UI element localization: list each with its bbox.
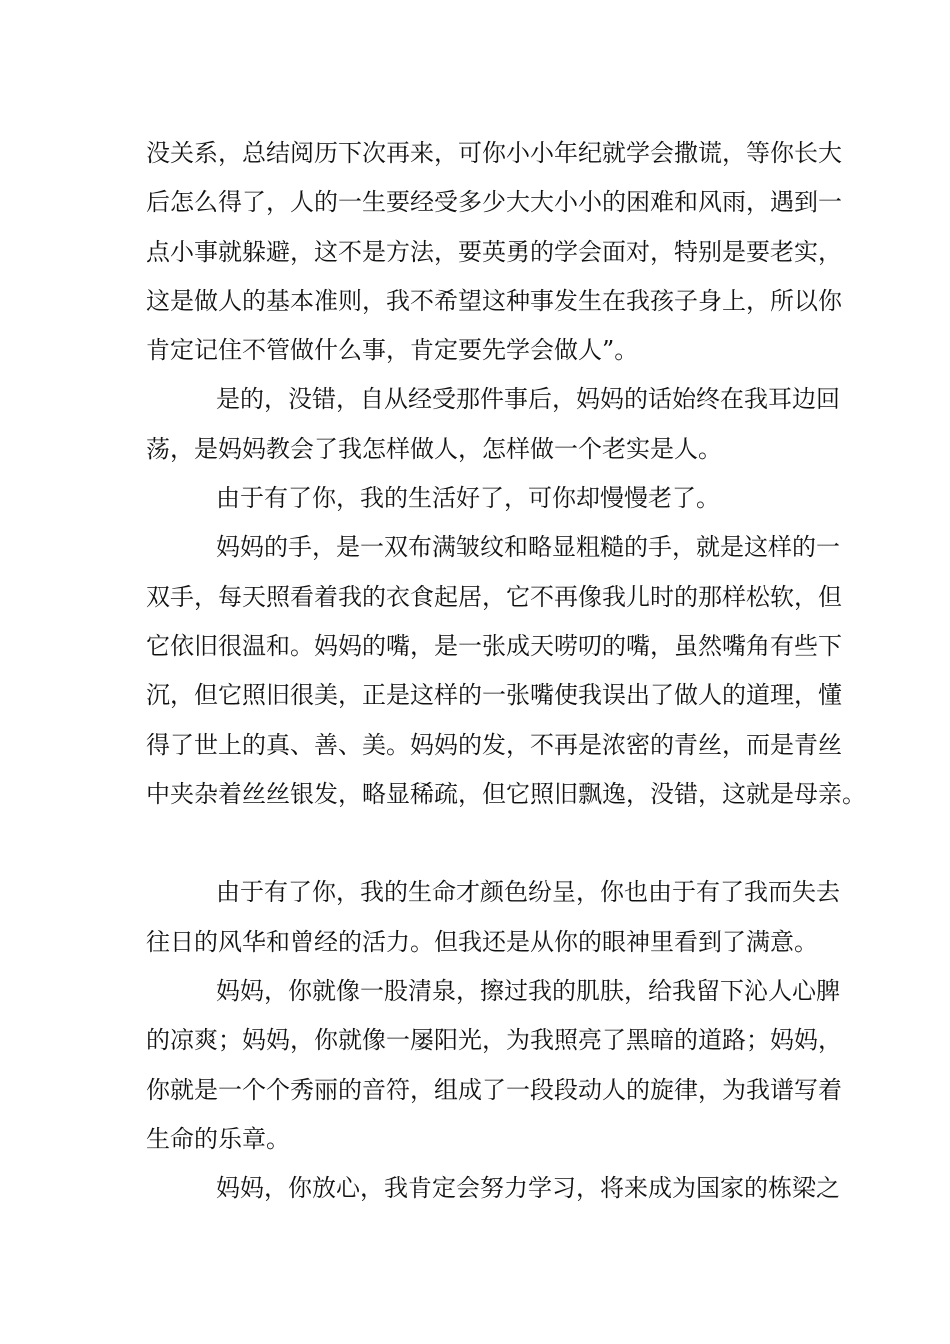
text-line: 点小事就躲避，这不是方法，要英勇的学会面对，特别是要老实， — [146, 237, 842, 266]
text-line: 往日的风华和曾经的活力。但我还是从你的眼神里看到了满意。 — [146, 927, 818, 956]
paragraph-first-line: 妈妈的手，是一双布满皱纹和略显粗糙的手，就是这样的一 — [216, 533, 840, 562]
text-line: 双手，每天照看着我的衣食起居，它不再像我儿时的那样松软，但 — [146, 582, 842, 611]
text-line: 荡，是妈妈教会了我怎样做人，怎样做一个老实是人。 — [146, 434, 722, 463]
text-line: 生命的乐章。 — [146, 1124, 290, 1153]
blank-line — [146, 819, 818, 868]
paragraph-first-line: 由于有了你，我的生命才颜色纷呈，你也由于有了我而失去 — [216, 878, 840, 907]
document-body — [146, 129, 866, 1214]
paragraph-first-line: 妈妈，你就像一股清泉，擦过我的肌肤，给我留下沁人心脾 — [216, 977, 840, 1006]
text-line: 没关系，总结阅历下次再来，可你小小年纪就学会撒谎，等你长大 — [146, 139, 842, 167]
text-line: 的凉爽；妈妈，你就像一屡阳光，为我照亮了黑暗的道路；妈妈， — [146, 1026, 842, 1055]
text-line: 这是做人的基本准则，我不希望这种事发生在我孩子身上，所以你 — [146, 286, 842, 315]
paragraph-first-line: 由于有了你，我的生活好了，可你却慢慢老了。 — [216, 484, 720, 513]
text-line: 沉，但它照旧很美，正是这样的一张嘴使我误出了做人的道理，懂 — [146, 681, 842, 710]
text-line: 你就是一个个秀丽的音符，组成了一段段动人的旋律，为我谱写着 — [146, 1075, 842, 1104]
text-line: 它依旧很温和。妈妈的嘴，是一张成天唠叨的嘴，虽然嘴角有些下 — [146, 631, 842, 660]
paragraph-first-line: 是的，没错，自从经受那件事后，妈妈的话始终在我耳边回 — [216, 385, 840, 414]
text-line: 中夹杂着丝丝银发，略显稀疏，但它照旧飘逸，没错，这就是母亲。 — [146, 779, 866, 808]
text-line: 得了世上的真、善、美。妈妈的发，不再是浓密的青丝，而是青丝 — [146, 730, 842, 759]
text-line: 后怎么得了，人的一生要经受多少大大小小的困难和风雨，遇到一 — [146, 188, 842, 217]
paragraph-first-line: 妈妈，你放心，我肯定会努力学习，将来成为国家的栋梁之 — [216, 1174, 840, 1203]
text-line: 肯定记住不管做什么事，肯定要先学会做人”。 — [146, 336, 639, 365]
